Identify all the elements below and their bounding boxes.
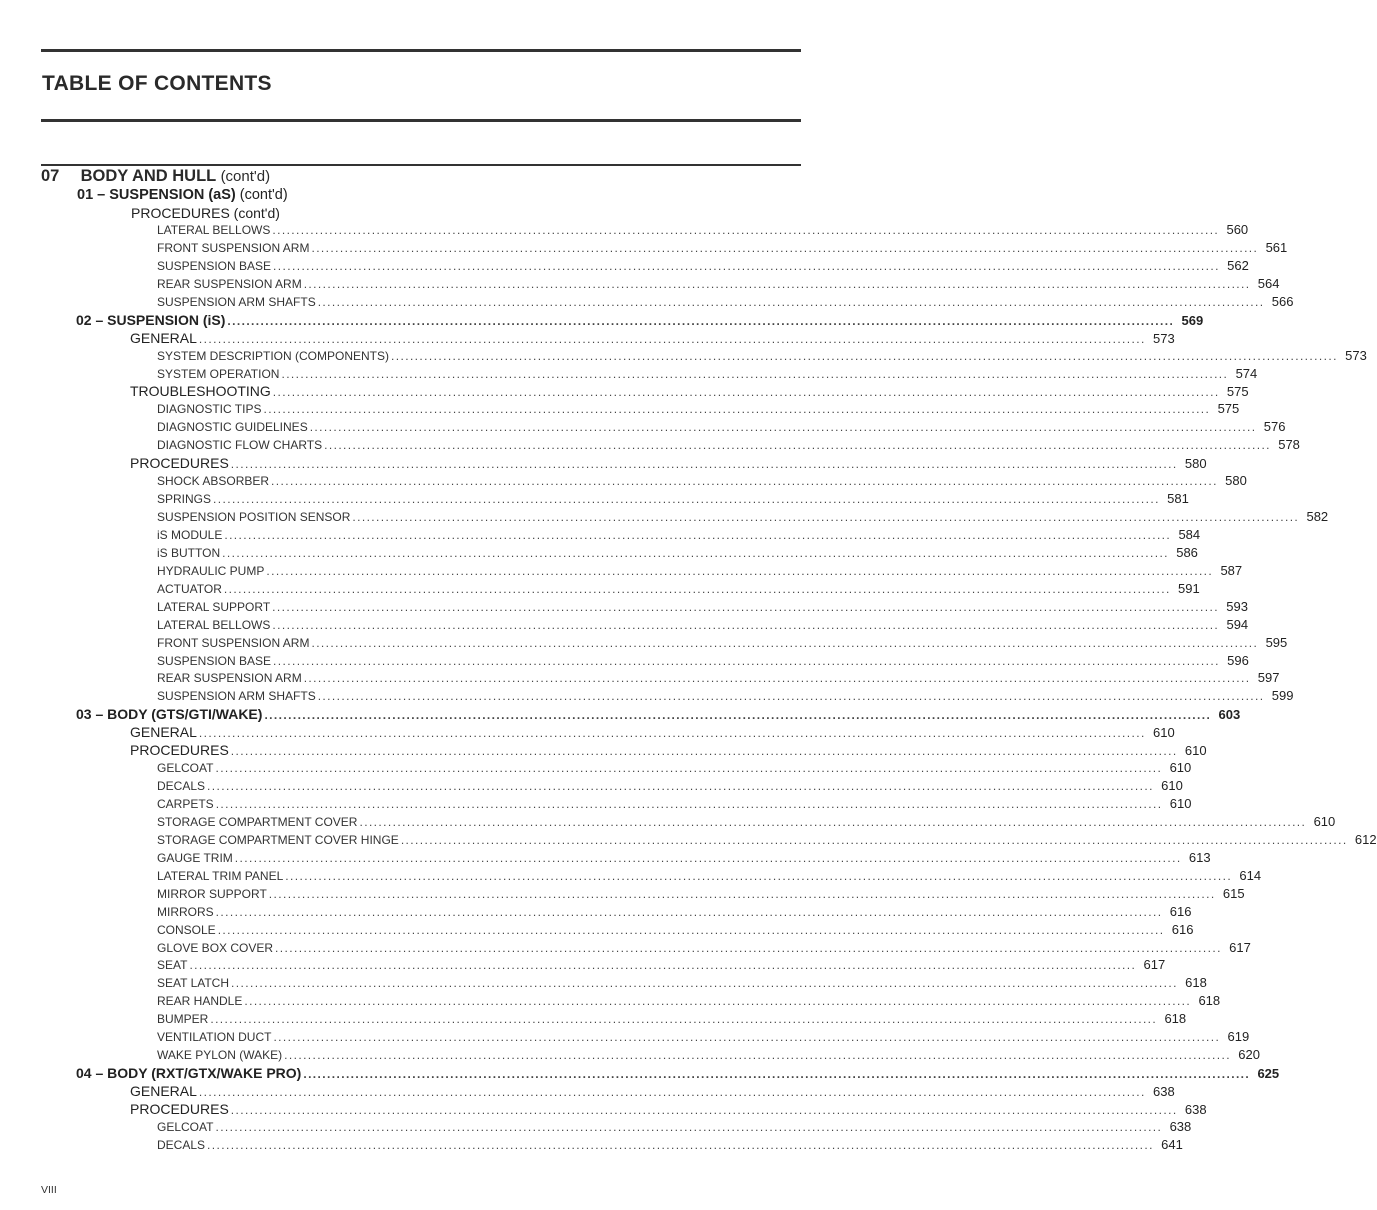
toc-entry-page: 573 bbox=[1153, 330, 1175, 346]
toc-entry[interactable] bbox=[0, 1029, 1250, 1047]
toc-entry-label: GELCOAT bbox=[157, 1119, 214, 1134]
dot-leader: ........................................................................................................................................................................................................ bbox=[198, 726, 1146, 741]
dot-leader: ........................................................................................................................................................................................................ bbox=[324, 438, 1271, 453]
dot-leader: ........................................................................................................................................................................................................ bbox=[352, 510, 1300, 524]
toc-entry-page: 576 bbox=[1263, 419, 1286, 435]
dot-leader: ........................................................................................................................................................................................................ bbox=[198, 331, 1146, 346]
toc-entry-label: STORAGE COMPARTMENT COVER HINGE bbox=[157, 832, 399, 847]
section-heading bbox=[77, 187, 288, 203]
toc-entry[interactable] bbox=[0, 670, 1280, 688]
toc-entry[interactable] bbox=[0, 688, 1294, 706]
toc-entry-label: GENERAL bbox=[130, 329, 197, 346]
toc-entry[interactable] bbox=[0, 724, 1175, 742]
dot-leader: ........................................................................................................................................................................................................ bbox=[217, 922, 1165, 937]
dot-leader: ........................................................................................................................................................................................................ bbox=[189, 958, 1137, 973]
toc-entry-label: SYSTEM OPERATION bbox=[157, 366, 280, 381]
toc-entry[interactable] bbox=[0, 437, 1300, 455]
dot-leader: ........................................................................................................................................................................................................ bbox=[230, 1102, 1178, 1117]
toc-entry[interactable] bbox=[0, 796, 1192, 814]
toc-entry-label: SEAT bbox=[157, 958, 188, 973]
chapter-divider bbox=[41, 164, 801, 166]
dot-leader: ........................................................................................................................................................................................................ bbox=[272, 385, 1220, 400]
dot-leader: ........................................................................................................................................................................................................ bbox=[303, 276, 1251, 291]
dot-leader: ........................................................................................................................................................................................................ bbox=[311, 240, 1259, 255]
toc-entry-label: CARPETS bbox=[157, 797, 214, 811]
toc-entry-label: GLOVE BOX COVER bbox=[157, 940, 274, 955]
toc-entry-page: 612 bbox=[1354, 831, 1377, 847]
dot-leader: ........................................................................................................................................................................................................ bbox=[264, 708, 1212, 723]
toc-entry-page: 581 bbox=[1167, 491, 1189, 507]
toc-entry-label: FRONT SUSPENSION ARM bbox=[157, 240, 310, 255]
toc-entry-label: PROCEDURES bbox=[130, 742, 229, 759]
toc-entry[interactable] bbox=[0, 849, 1211, 868]
dot-leader: ........................................................................................................................................................................................................ bbox=[215, 1119, 1163, 1134]
toc-entry-label: DIAGNOSTIC TIPS bbox=[157, 402, 262, 417]
toc-entry-page: 587 bbox=[1220, 562, 1243, 578]
toc-entry-label: WAKE PYLON (WAKE) bbox=[157, 1048, 283, 1063]
toc-entry-label: 04 – BODY (RXT/GTX/WAKE PRO) bbox=[76, 1065, 302, 1082]
toc-entry[interactable] bbox=[0, 813, 1336, 832]
toc-entry-page: 610 bbox=[1153, 725, 1175, 741]
toc-entry-page: 580 bbox=[1184, 456, 1207, 472]
toc-entry-label: SUSPENSION BASE bbox=[157, 653, 272, 668]
toc-entry-page: 617 bbox=[1143, 957, 1166, 973]
page-title: TABLE OF CONTENTS bbox=[42, 72, 272, 95]
toc-entry-label: FRONT SUSPENSION ARM bbox=[157, 635, 310, 650]
toc-entry-page: 569 bbox=[1181, 312, 1204, 328]
dot-leader: ........................................................................................................................................................................................................ bbox=[303, 1067, 1251, 1082]
dot-leader: ........................................................................................................................................................................................................ bbox=[224, 527, 1172, 542]
toc-entry-page: 610 bbox=[1313, 813, 1336, 829]
toc-entry-label: BUMPER bbox=[157, 1012, 209, 1027]
toc-entry[interactable] bbox=[0, 383, 1249, 401]
section-cont: (cont'd) bbox=[239, 187, 288, 203]
toc-entry-page: 625 bbox=[1257, 1066, 1280, 1082]
toc-entry[interactable] bbox=[0, 867, 1262, 886]
dot-leader: ........................................................................................................................................................................................................ bbox=[263, 402, 1211, 417]
toc-entry[interactable] bbox=[0, 419, 1286, 437]
chapter-title: BODY AND HULL bbox=[80, 167, 216, 185]
toc-entry[interactable] bbox=[0, 526, 1201, 545]
toc-entry[interactable] bbox=[0, 993, 1221, 1011]
dot-leader: ........................................................................................................................................................................................................ bbox=[222, 545, 1169, 560]
dot-leader: ........................................................................................................................................................................................................ bbox=[207, 779, 1154, 794]
dot-leader: ........................................................................................................................................................................................................ bbox=[266, 563, 1214, 578]
toc-entry[interactable] bbox=[0, 634, 1288, 653]
dot-leader: ........................................................................................................................................................................................................ bbox=[273, 258, 1220, 273]
toc-entry-label: 03 – BODY (GTS/GTI/WAKE) bbox=[76, 706, 263, 723]
title-divider bbox=[41, 119, 801, 122]
toc-entry-page: 595 bbox=[1265, 634, 1288, 650]
toc-entry[interactable] bbox=[0, 562, 1243, 581]
toc-entry[interactable] bbox=[0, 329, 1175, 348]
toc-entry-label: SYSTEM DESCRIPTION (COMPONENTS) bbox=[157, 348, 390, 363]
toc-entry-page: 593 bbox=[1226, 598, 1248, 614]
toc-entry[interactable] bbox=[0, 580, 1200, 599]
toc-entry-page: 596 bbox=[1227, 652, 1249, 668]
subsection-heading: PROCEDURES (cont'd) bbox=[131, 205, 280, 221]
toc-entry-page: 584 bbox=[1178, 526, 1201, 542]
dot-leader: ........................................................................................................................................................................................................ bbox=[272, 599, 1219, 614]
toc-entry-label: TROUBLESHOOTING bbox=[130, 383, 271, 400]
dot-leader: ........................................................................................................................................................................................................ bbox=[213, 492, 1160, 507]
toc-entry-page: 614 bbox=[1239, 867, 1262, 883]
toc-entry[interactable] bbox=[0, 311, 1204, 330]
toc-entry-label: MIRRORS bbox=[157, 904, 214, 919]
section-title: 01 – SUSPENSION (aS) bbox=[77, 187, 236, 203]
toc-entry[interactable] bbox=[0, 275, 1280, 294]
toc-entry[interactable] bbox=[0, 903, 1192, 922]
toc-entry[interactable] bbox=[0, 509, 1329, 527]
dot-leader: ........................................................................................................................................................................................................ bbox=[284, 1048, 1231, 1063]
toc-entry-page: 620 bbox=[1238, 1047, 1260, 1063]
toc-entry[interactable] bbox=[0, 706, 1241, 724]
toc-entry[interactable] bbox=[0, 1065, 1280, 1083]
chapter-cont: (cont'd) bbox=[220, 168, 271, 185]
toc-entry-label: HYDRAULIC PUMP bbox=[157, 563, 265, 578]
toc-entry-label: CONSOLE bbox=[157, 922, 216, 937]
dot-leader: ........................................................................................................................................................................................................ bbox=[230, 744, 1178, 759]
toc-list bbox=[0, 222, 1377, 1155]
toc-entry[interactable] bbox=[0, 222, 1249, 240]
toc-entry-label: PROCEDURES bbox=[130, 1100, 229, 1117]
toc-entry-page: 586 bbox=[1176, 544, 1198, 560]
toc-entry-label: MIRROR SUPPORT bbox=[157, 886, 267, 901]
toc-entry[interactable] bbox=[0, 544, 1198, 563]
dot-leader: ........................................................................................................................................................................................................ bbox=[231, 976, 1178, 991]
dot-leader: ........................................................................................................................................................................................................ bbox=[210, 1012, 1158, 1027]
toc-entry[interactable] bbox=[0, 652, 1249, 671]
toc-entry-label: DECALS bbox=[157, 779, 206, 794]
toc-entry-label: SUSPENSION POSITION SENSOR bbox=[157, 510, 351, 524]
toc-entry-page: 618 bbox=[1185, 975, 1207, 991]
toc-entry-label: STORAGE COMPARTMENT COVER bbox=[157, 814, 358, 829]
dot-leader: ........................................................................................................................................................................................................ bbox=[317, 689, 1265, 704]
toc-entry[interactable] bbox=[0, 473, 1247, 491]
toc-entry[interactable] bbox=[0, 1083, 1175, 1101]
toc-entry-label: DIAGNOSTIC GUIDELINES bbox=[157, 420, 308, 435]
dot-leader: ........................................................................................................................................................................................................ bbox=[234, 850, 1182, 865]
toc-entry[interactable] bbox=[0, 616, 1249, 635]
toc-entry-page: 610 bbox=[1161, 778, 1183, 794]
dot-leader: ........................................................................................................................................................................................................ bbox=[271, 474, 1218, 489]
toc-entry-page: 597 bbox=[1257, 670, 1280, 686]
toc-entry[interactable] bbox=[0, 1118, 1192, 1137]
toc-entry-label: REAR HANDLE bbox=[157, 994, 243, 1009]
toc-entry-label: SHOCK ABSORBER bbox=[157, 474, 270, 489]
toc-entry-page: 638 bbox=[1153, 1084, 1175, 1099]
dot-leader: ........................................................................................................................................................................................................ bbox=[285, 868, 1233, 883]
dot-leader: ........................................................................................................................................................................................................ bbox=[311, 635, 1259, 650]
dot-leader: ........................................................................................................................................................................................................ bbox=[281, 366, 1229, 381]
toc-entry-page: 619 bbox=[1227, 1029, 1250, 1045]
chapter-heading bbox=[41, 167, 270, 186]
toc-entry-page: 618 bbox=[1164, 1011, 1187, 1027]
toc-entry[interactable] bbox=[0, 491, 1189, 509]
toc-entry[interactable] bbox=[0, 347, 1367, 366]
toc-entry[interactable] bbox=[0, 455, 1207, 473]
toc-entry-label: GELCOAT bbox=[157, 761, 214, 776]
toc-entry-label: VENTILATION DUCT bbox=[157, 1030, 272, 1045]
toc-entry-page: 610 bbox=[1169, 760, 1192, 776]
dot-leader: ........................................................................................................................................................................................................ bbox=[215, 904, 1163, 919]
dot-leader: ........................................................................................................................................................................................................ bbox=[223, 581, 1171, 596]
toc-entry-page: 566 bbox=[1271, 293, 1294, 309]
toc-entry-label: iS MODULE bbox=[157, 527, 223, 542]
page-number: VIII bbox=[41, 1184, 57, 1196]
toc-entry-page: 582 bbox=[1306, 509, 1329, 524]
toc-entry[interactable] bbox=[0, 1136, 1183, 1155]
dot-leader: ........................................................................................................................................................................................................ bbox=[303, 671, 1251, 686]
dot-leader: ........................................................................................................................................................................................................ bbox=[198, 1085, 1146, 1099]
toc-entry[interactable] bbox=[0, 939, 1251, 958]
toc-entry[interactable] bbox=[0, 760, 1192, 778]
toc-entry[interactable] bbox=[0, 1047, 1260, 1065]
dot-leader: ........................................................................................................................................................................................................ bbox=[215, 797, 1163, 811]
dot-leader: ........................................................................................................................................................................................................ bbox=[275, 940, 1222, 955]
dot-leader: ........................................................................................................................................................................................................ bbox=[230, 457, 1178, 472]
dot-leader: ........................................................................................................................................................................................................ bbox=[273, 1030, 1221, 1045]
toc-entry-page: 610 bbox=[1184, 743, 1207, 759]
toc-entry[interactable] bbox=[0, 921, 1194, 940]
toc-entry[interactable] bbox=[0, 975, 1207, 993]
toc-entry-label: LATERAL BELLOWS bbox=[157, 617, 271, 632]
dot-leader: ........................................................................................................................................................................................................ bbox=[268, 886, 1216, 901]
toc-entry-page: 638 bbox=[1169, 1118, 1192, 1134]
toc-entry-label: SPRINGS bbox=[157, 492, 212, 507]
toc-entry[interactable] bbox=[0, 1100, 1207, 1119]
toc-entry-label: DIAGNOSTIC FLOW CHARTS bbox=[157, 438, 323, 453]
toc-entry-page: 561 bbox=[1265, 239, 1288, 255]
toc-entry-page: 616 bbox=[1171, 921, 1194, 937]
toc-entry[interactable] bbox=[0, 831, 1377, 850]
toc-entry-page: 580 bbox=[1225, 473, 1247, 489]
toc-entry-label: LATERAL BELLOWS bbox=[157, 223, 271, 237]
dot-leader: ........................................................................................................................................................................................................ bbox=[400, 832, 1348, 847]
toc-entry[interactable] bbox=[0, 1011, 1187, 1029]
toc-entry-page: 578 bbox=[1278, 437, 1300, 453]
toc-entry-page: 638 bbox=[1184, 1101, 1207, 1117]
toc-entry-page: 594 bbox=[1226, 616, 1249, 632]
toc-entry-page: 603 bbox=[1218, 707, 1241, 723]
toc-entry-page: 616 bbox=[1169, 903, 1192, 919]
dot-leader: ........................................................................................................................................................................................................ bbox=[272, 617, 1220, 632]
toc-entry[interactable] bbox=[0, 293, 1294, 312]
dot-leader: ........................................................................................................................................................................................................ bbox=[244, 994, 1192, 1009]
toc-entry-label: iS BUTTON bbox=[157, 545, 221, 560]
toc-entry-label: GAUGE TRIM bbox=[157, 850, 233, 865]
toc-entry-label: LATERAL SUPPORT bbox=[157, 599, 271, 614]
toc-entry-page: 562 bbox=[1227, 257, 1249, 273]
chapter-number: 07 bbox=[41, 167, 60, 185]
toc-entry[interactable] bbox=[0, 598, 1248, 617]
toc-entry-page: 573 bbox=[1345, 347, 1367, 363]
toc-entry-page: 560 bbox=[1226, 222, 1249, 237]
top-divider bbox=[41, 49, 801, 52]
toc-entry[interactable] bbox=[0, 401, 1240, 419]
toc-entry-page: 591 bbox=[1178, 580, 1200, 596]
toc-entry-page: 574 bbox=[1235, 365, 1258, 381]
toc-entry-page: 599 bbox=[1271, 688, 1294, 704]
toc-entry-label: DECALS bbox=[157, 1137, 206, 1152]
toc-entry[interactable] bbox=[0, 365, 1258, 384]
toc-entry-page: 564 bbox=[1257, 275, 1280, 291]
dot-leader: ........................................................................................................................................................................................................ bbox=[359, 814, 1307, 829]
dot-leader: ........................................................................................................................................................................................................ bbox=[309, 420, 1257, 435]
toc-entry-label: 02 – SUSPENSION (iS) bbox=[76, 311, 226, 328]
toc-entry[interactable] bbox=[0, 239, 1288, 258]
toc-entry-page: 613 bbox=[1188, 849, 1211, 865]
toc-entry-label: SEAT LATCH bbox=[157, 976, 230, 991]
toc-entry-page: 618 bbox=[1198, 993, 1221, 1009]
toc-entry-label: REAR SUSPENSION ARM bbox=[157, 276, 302, 291]
dot-leader: ........................................................................................................................................................................................................ bbox=[391, 348, 1338, 363]
toc-entry[interactable] bbox=[0, 257, 1249, 276]
dot-leader: ........................................................................................................................................................................................................ bbox=[272, 223, 1220, 237]
toc-entry-label: PROCEDURES bbox=[130, 455, 229, 472]
toc-entry-page: 617 bbox=[1229, 939, 1251, 955]
toc-entry-label: LATERAL TRIM PANEL bbox=[157, 868, 284, 883]
toc-entry[interactable] bbox=[0, 742, 1207, 760]
toc-entry-page: 575 bbox=[1217, 401, 1240, 417]
dot-leader: ........................................................................................................................................................................................................ bbox=[273, 653, 1220, 668]
toc-entry-label: SUSPENSION BASE bbox=[157, 258, 272, 273]
toc-entry-label: GENERAL bbox=[130, 724, 197, 741]
toc-entry[interactable] bbox=[0, 885, 1245, 904]
toc-entry-label: SUSPENSION ARM SHAFTS bbox=[157, 689, 316, 704]
dot-leader: ........................................................................................................................................................................................................ bbox=[207, 1137, 1154, 1152]
toc-entry-page: 641 bbox=[1161, 1136, 1183, 1152]
toc-entry[interactable] bbox=[0, 778, 1183, 796]
toc-entry-label: REAR SUSPENSION ARM bbox=[157, 671, 302, 686]
dot-leader: ........................................................................................................................................................................................................ bbox=[317, 294, 1265, 309]
toc-entry-label: SUSPENSION ARM SHAFTS bbox=[157, 294, 316, 309]
toc-entry-page: 615 bbox=[1222, 885, 1245, 901]
toc-entry-label: ACTUATOR bbox=[157, 581, 222, 596]
toc-entry-label: GENERAL bbox=[130, 1083, 197, 1099]
toc-entry-page: 575 bbox=[1226, 384, 1249, 400]
dot-leader: ........................................................................................................................................................................................................ bbox=[215, 761, 1163, 776]
toc-entry[interactable] bbox=[0, 957, 1166, 975]
dot-leader: ........................................................................................................................................................................................................ bbox=[227, 313, 1175, 328]
toc-entry-page: 610 bbox=[1169, 796, 1192, 811]
